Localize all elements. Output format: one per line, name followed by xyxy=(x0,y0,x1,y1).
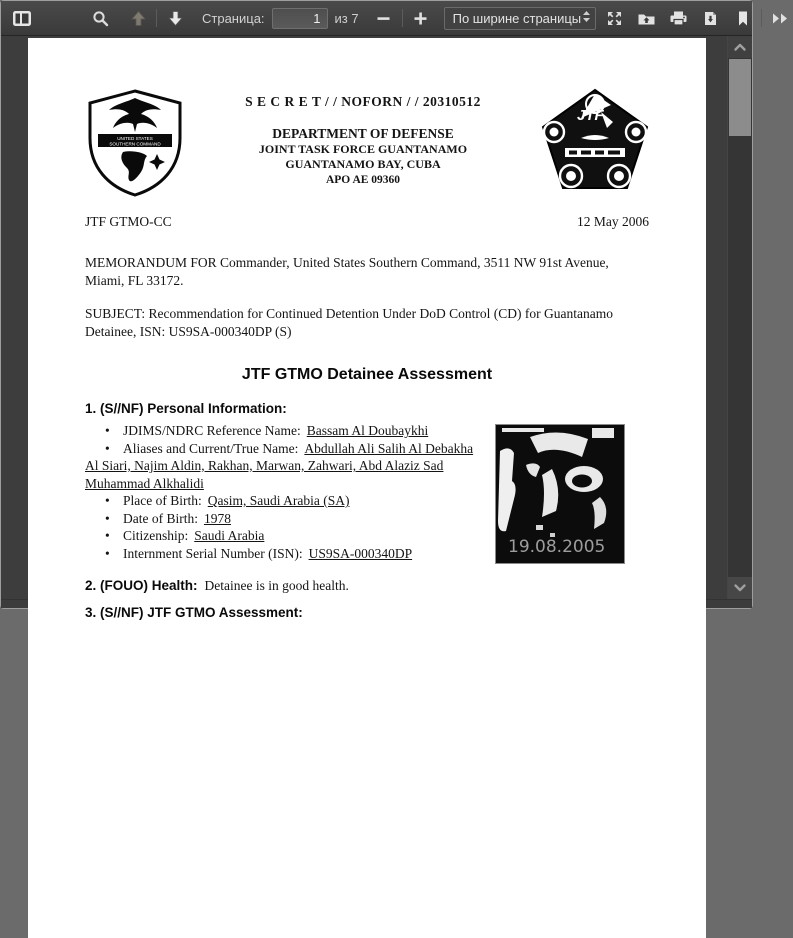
expand-arrows-icon xyxy=(606,10,623,27)
bullet-dot: • xyxy=(105,545,110,561)
bookmark-button[interactable] xyxy=(730,5,756,31)
open-file-button[interactable] xyxy=(634,5,660,31)
sidebar-toggle-button[interactable] xyxy=(9,5,35,31)
search-icon xyxy=(92,10,109,27)
printer-icon xyxy=(669,10,688,27)
toolbar xyxy=(1,1,752,36)
zoom-in-button[interactable] xyxy=(408,5,434,31)
detainee-photo xyxy=(495,424,625,564)
agency-line: GUANTANAMO BAY, CUBA xyxy=(285,157,441,171)
page-label: Страница: xyxy=(202,10,265,26)
agency-line: JOINT TASK FORCE GUANTANAMO xyxy=(258,141,468,156)
bullet-citizenship: • Citizenship: Saudi Arabia xyxy=(105,528,265,543)
bullet-place-of-birth: • Place of Birth: Qasim, Saudi Arabia (SA) xyxy=(105,493,350,508)
office-date-row xyxy=(85,214,649,230)
scroll-up-button[interactable] xyxy=(728,36,752,58)
viewer-area xyxy=(1,36,752,620)
bullet-isn: • Internment Serial Number (ISN): US9SA-000340DP xyxy=(105,545,413,561)
next-page-button[interactable] xyxy=(162,5,188,31)
section-2 xyxy=(85,578,649,594)
zoom-level-value: По ширине страницы xyxy=(452,10,582,26)
select-updown-icon xyxy=(582,10,591,26)
previous-page-button[interactable] xyxy=(125,5,151,31)
jtf-gtmo-pentagon-emblem xyxy=(541,88,649,194)
bullet-date-of-birth: • Date of Birth: 1978 xyxy=(105,510,231,526)
folder-open-icon xyxy=(637,10,656,27)
bullet-dot: • xyxy=(105,528,110,543)
sidebar-toggle-icon xyxy=(12,10,32,27)
zoom-out-button[interactable] xyxy=(371,5,397,31)
arrow-up-icon xyxy=(130,10,147,27)
section-2-text: Detainee is in good health. xyxy=(204,578,349,593)
more-tools-button[interactable] xyxy=(767,5,793,31)
section-1-heading: 1. (S//NF) Personal Information: xyxy=(85,401,287,416)
bullet-aliases: • Aliases and Current/True Name: Abdullah Ali Salih Al Debakha Al Siari, Najim Aldin, Rakhan, Marwan, Zahwari, Abd Alaziz Sad Muhammad Alkhalidi xyxy=(85,440,474,491)
chevron-down-icon xyxy=(734,579,746,597)
svg-text:UNITED STATES: UNITED STATES xyxy=(117,136,153,141)
vertical-scrollbar xyxy=(727,36,752,599)
agency-block xyxy=(185,126,541,188)
office-symbol: JTF GTMO-CC xyxy=(85,214,172,229)
svg-text:19.08.2005: 19.08.2005 xyxy=(508,537,606,557)
download-button[interactable] xyxy=(698,5,724,31)
document-title: JTF GTMO Detainee Assessment xyxy=(241,366,493,383)
minus-icon xyxy=(376,11,391,26)
svg-text:JTF: JTF xyxy=(577,107,604,124)
bullet-reference-name: • JDIMS/NDRC Reference Name: Bassam Al Doubaykhi xyxy=(105,423,429,438)
bookmark-icon xyxy=(736,10,750,27)
document-header xyxy=(85,88,649,202)
presentation-mode-button[interactable] xyxy=(602,5,628,31)
memorandum-paragraph: MEMORANDUM FOR Commander, United States Southern Command, 3511 NW 91st Avenue, Miami, FL 33172. xyxy=(85,255,609,288)
classification-banner: S E C R E T / / NOFORN / / 20310512 xyxy=(245,94,481,109)
bullet-dot: • xyxy=(105,440,110,456)
bullet-dot: • xyxy=(105,493,110,508)
pdf-page xyxy=(28,38,706,938)
subject-paragraph: SUBJECT: Recommendation for Continued Detention Under DoD Control (CD) for Guantanamo Detainee, ISN: US9SA-000340DP (S) xyxy=(85,306,613,339)
section-1-body xyxy=(85,422,649,562)
section-3-heading: 3. (S//NF) JTF GTMO Assessment: xyxy=(85,605,303,620)
scrollbar-thumb[interactable] xyxy=(729,59,751,136)
chevron-up-icon xyxy=(734,38,746,56)
page-number-input[interactable] xyxy=(272,8,328,29)
download-icon xyxy=(702,10,719,27)
svg-text:SOUTHERN COMMAND: SOUTHERN COMMAND xyxy=(109,141,161,147)
section-2-heading: 2. (FOUO) Health: xyxy=(85,578,198,593)
southcom-shield-emblem xyxy=(85,88,185,202)
bullet-dot: • xyxy=(105,423,110,438)
bullet-dot: • xyxy=(105,510,110,526)
zoom-level-select[interactable] xyxy=(444,7,596,30)
scroll-down-button[interactable] xyxy=(728,577,752,599)
page-count-label: из 7 xyxy=(334,10,359,26)
double-chevron-right-icon xyxy=(770,11,790,26)
header-text-block xyxy=(185,88,541,188)
arrow-down-icon xyxy=(167,10,184,27)
plus-icon xyxy=(413,11,428,26)
search-button[interactable] xyxy=(87,5,113,31)
agency-line: DEPARTMENT OF DEFENSE xyxy=(272,126,454,141)
document-date: 12 May 2006 xyxy=(577,214,649,229)
print-button[interactable] xyxy=(666,5,692,31)
agency-line: APO AE 09360 xyxy=(325,173,401,186)
